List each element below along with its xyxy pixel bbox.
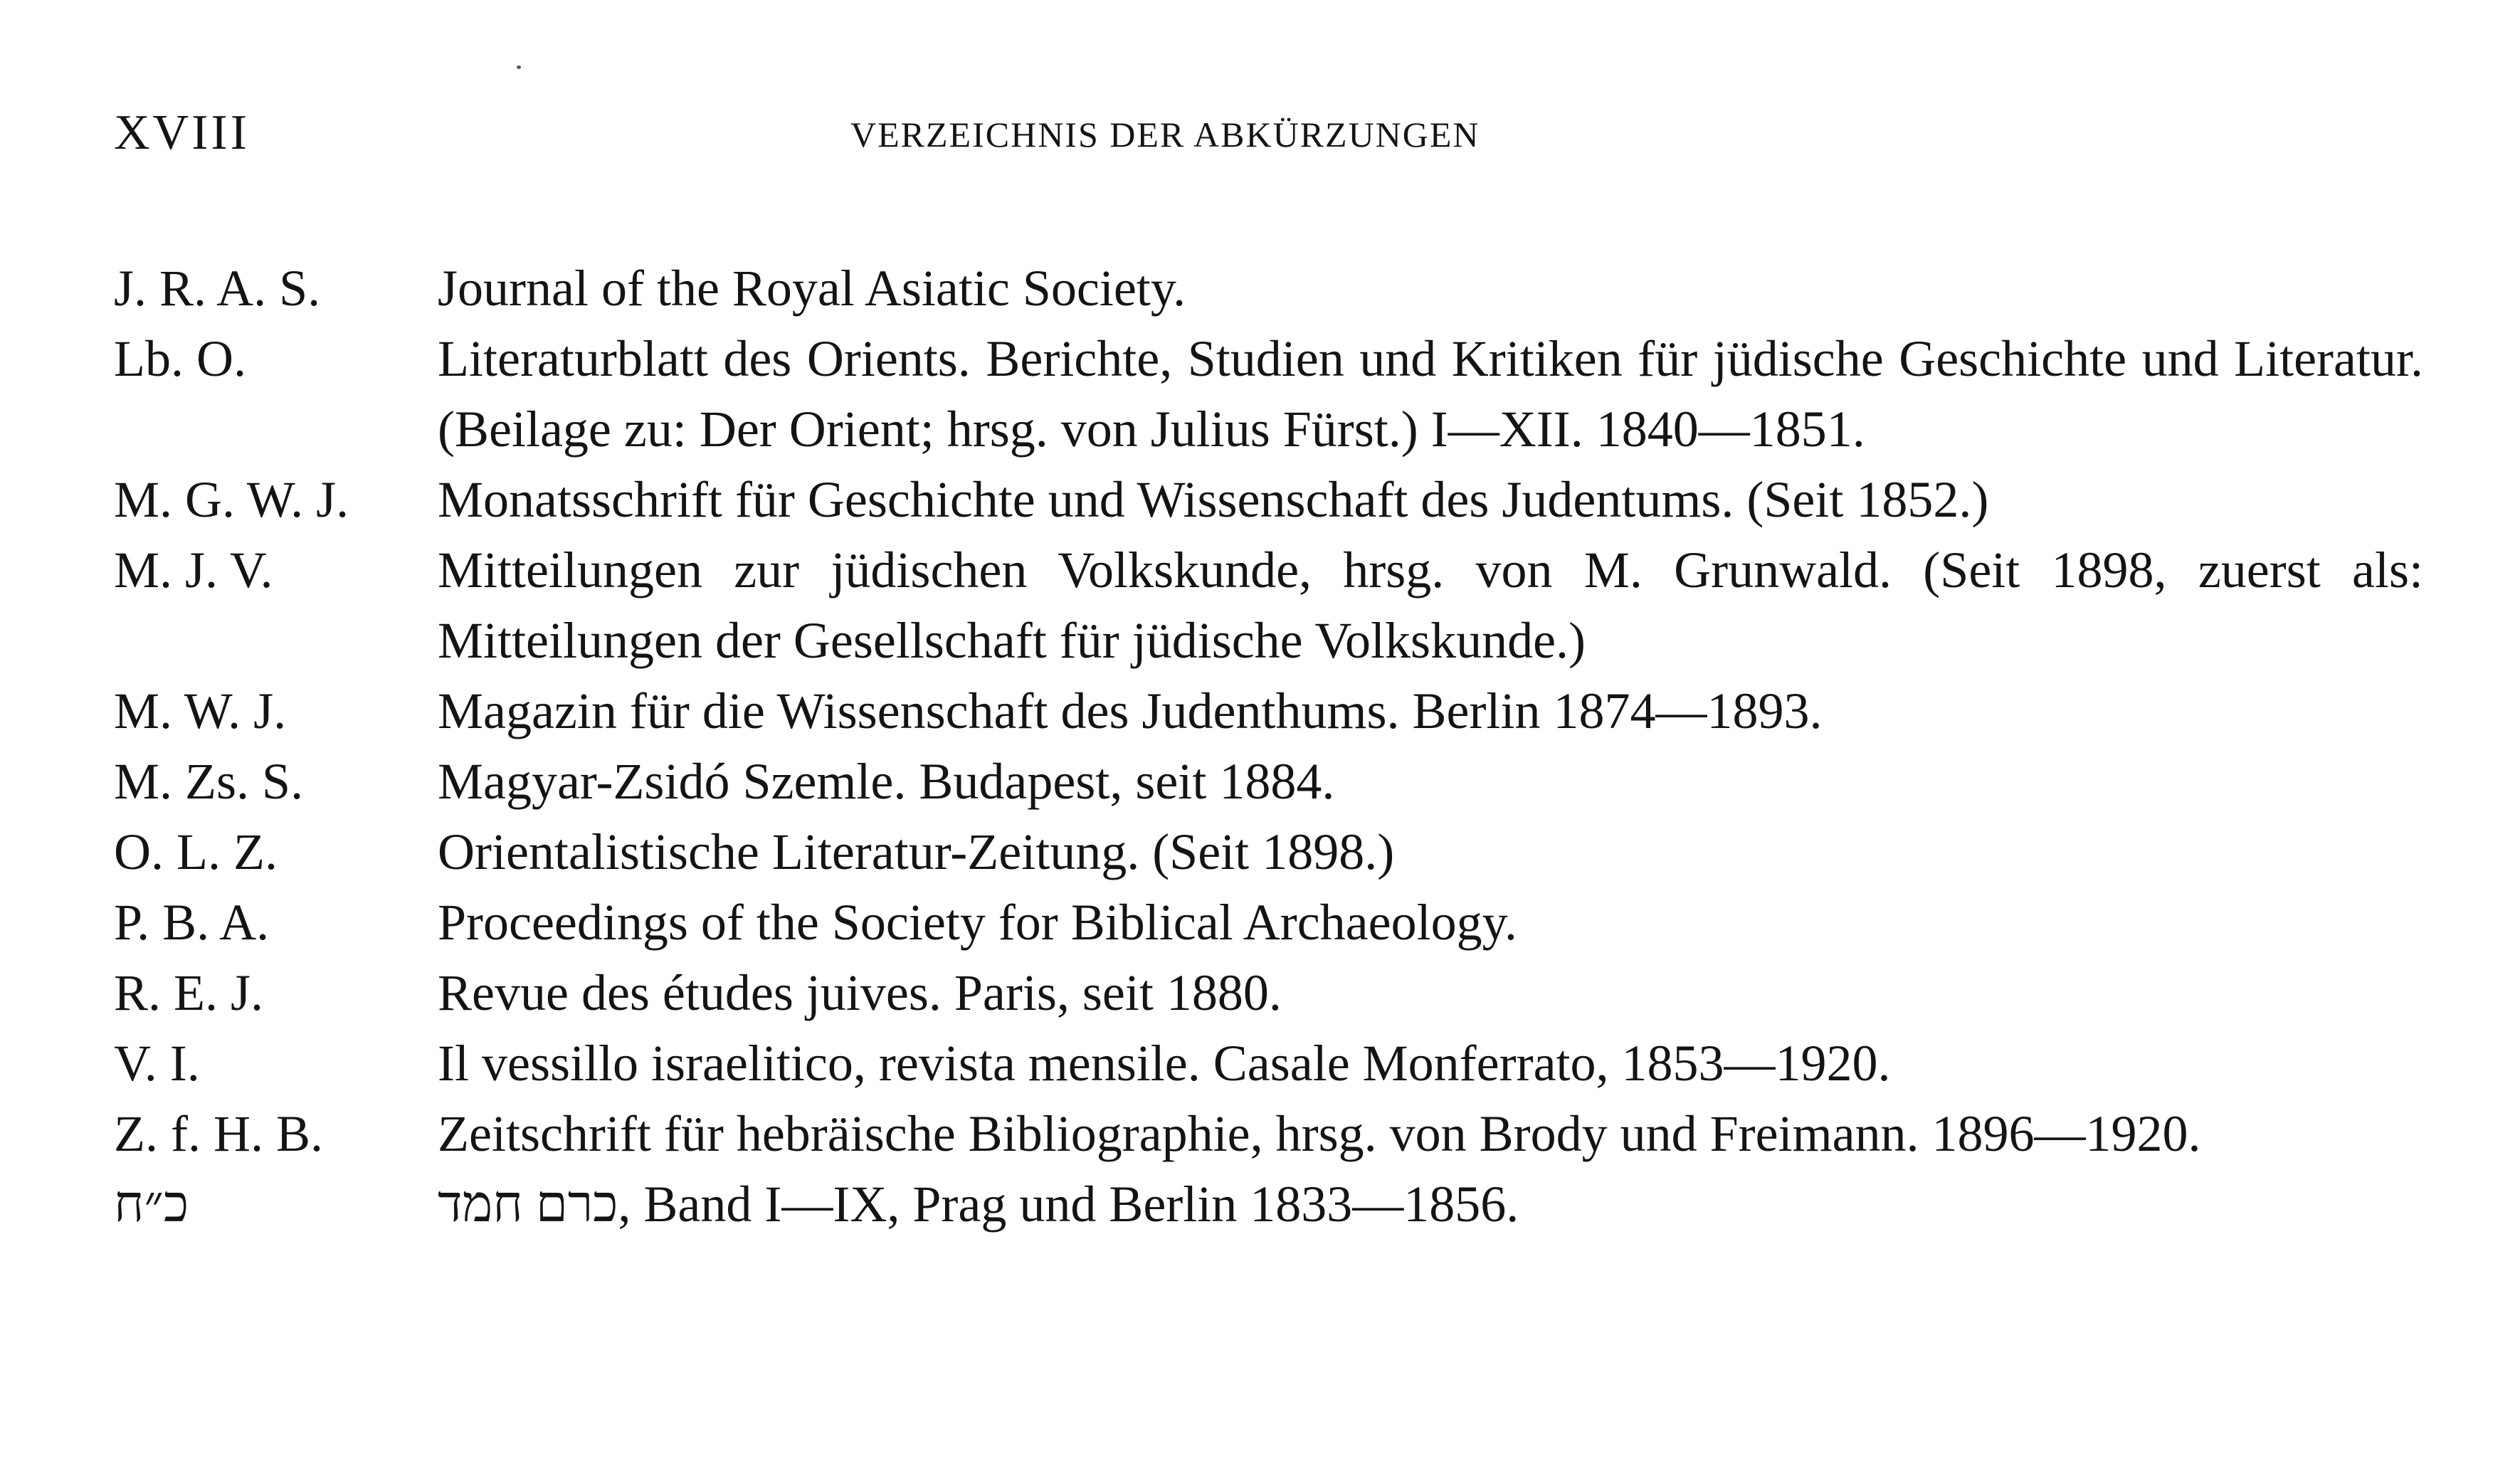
list-item (114, 465, 2423, 535)
list-item (114, 1099, 2423, 1169)
abbreviation: M. J. V. (114, 542, 273, 599)
abbreviation: M. G. W. J. (114, 471, 349, 528)
abbreviation-description: Magyar-Zsidó Szemle. Budapest, seit 1884. (438, 753, 1335, 810)
abbreviation-description: Monatsschrift für Geschichte und Wissenschaft des Judentums. (Seit 1852.) (438, 471, 1989, 528)
hebrew-title: כרם חמד (438, 1176, 618, 1233)
abbreviation-description: Il vessillo israelitico, revista mensile. Casale Monferrato, 1853—1920. (438, 1035, 1891, 1092)
list-item (114, 958, 2423, 1028)
print-speck (517, 65, 521, 69)
abbreviation: O. L. Z. (114, 823, 278, 880)
abbreviation-description: Orientalistische Literatur-Zeitung. (Seit 1898.) (438, 823, 1395, 880)
abbreviation-description: Revue des études juives. Paris, seit 1880. (438, 964, 1282, 1021)
list-item (114, 747, 2423, 817)
abbreviation-list (114, 253, 2423, 1240)
abbreviation: R. E. J. (114, 964, 264, 1021)
abbreviation-description: Magazin für die Wissenschaft des Judenthums. Berlin 1874—1893. (438, 682, 1823, 739)
abbreviation-description: Proceedings of the Society for Biblical Archaeology. (438, 894, 1517, 951)
abbreviation-hebrew: כ״ח (114, 1176, 189, 1233)
list-item (114, 887, 2423, 958)
abbreviation-description: Mitteilungen zur jüdischen Volkskunde, hrsg. von M. Grunwald. (Seit 1898, zuerst als: Mitteilungen der Gesellschaft für jüdische Volkskunde.) (438, 542, 2423, 669)
description-rest: , Band I—IX, Prag und Berlin 1833—1856. (618, 1176, 1519, 1233)
abbreviation-description: Zeitschrift für hebräische Bibliographie, hrsg. von Brody und Freimann. 1896—1920. (438, 1105, 2201, 1162)
abbreviation: P. B. A. (114, 894, 270, 951)
list-item (114, 1028, 2423, 1099)
list-item (114, 817, 2423, 887)
abbreviation: Lb. O. (114, 330, 246, 387)
running-head: VERZEICHNIS DER ABKÜRZUNGEN (850, 115, 1480, 154)
abbreviation-description: Journal of the Royal Asiatic Society. (438, 260, 1186, 317)
abbreviation: M. Zs. S. (114, 753, 304, 810)
list-item (114, 1169, 2423, 1240)
page-number: XVIII (114, 105, 251, 160)
list-item (114, 324, 2423, 465)
abbreviation: V. I. (114, 1035, 200, 1092)
list-item (114, 676, 2423, 747)
abbreviation: M. W. J. (114, 682, 287, 739)
list-item (114, 535, 2423, 676)
list-item (114, 253, 2423, 324)
abbreviation: J. R. A. S. (114, 260, 321, 317)
abbreviation: Z. f. H. B. (114, 1105, 323, 1162)
abbreviation-description: Literaturblatt des Orients. Berichte, Studien und Kritiken für jüdische Geschichte und Literatur. (Beilage zu: Der Orient; hrsg. von Julius Fürst.) I—XII. 1840—1851. (438, 330, 2423, 458)
abbreviation-description (438, 1169, 2423, 1240)
